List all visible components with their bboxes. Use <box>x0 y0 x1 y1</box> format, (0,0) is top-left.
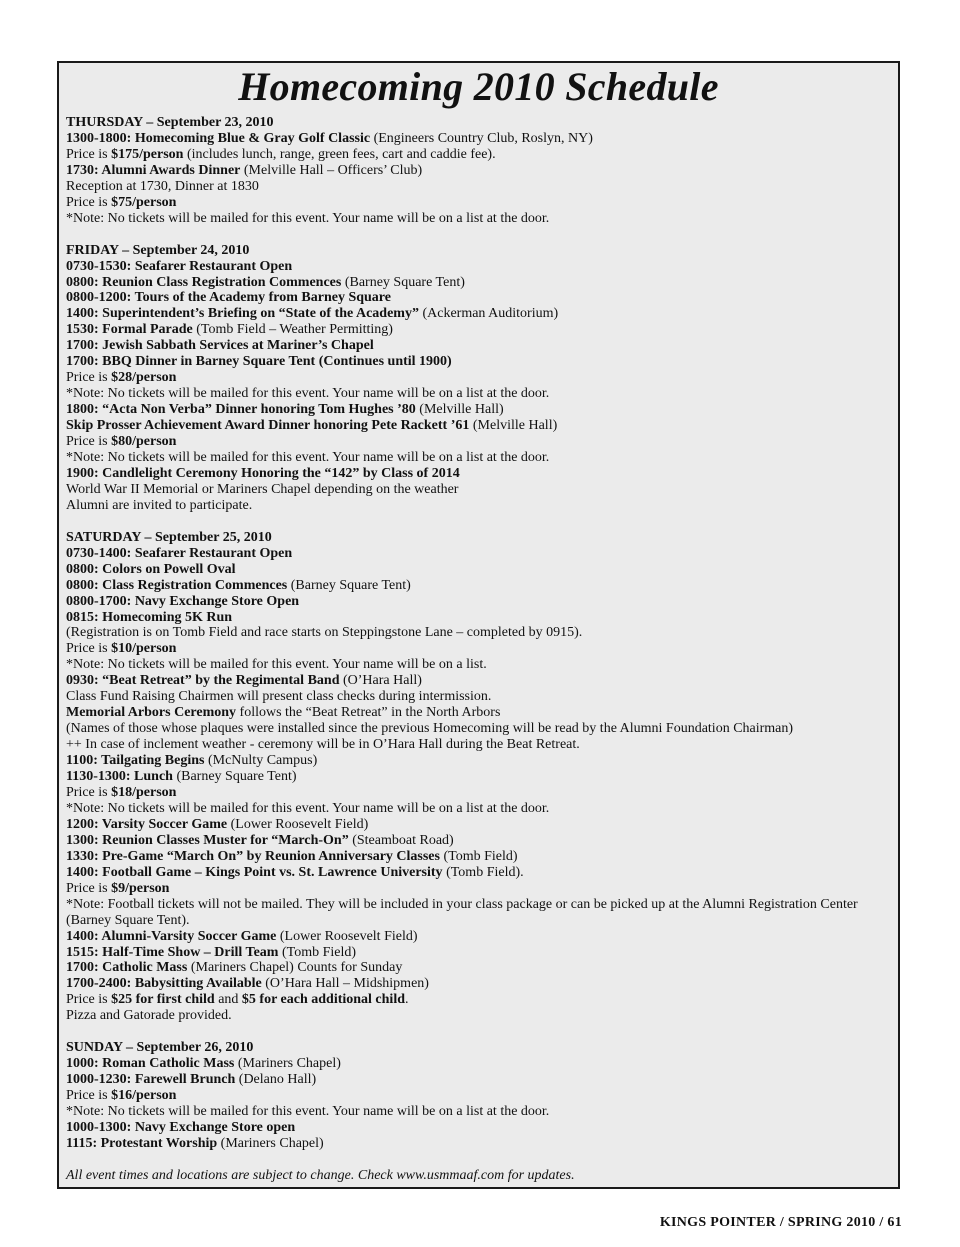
event-text: . <box>405 992 409 1008</box>
schedule-line <box>66 865 890 881</box>
event-text: (Registration is on Tomb Field and race starts on Steppingstone Lane – completed by 0915). <box>66 625 583 641</box>
event-text: (O’Hara Hall – Midshipmen) <box>261 976 429 992</box>
event-text: (Mariners Chapel) Counts for Sunday <box>187 960 403 976</box>
event-text: *Note: No tickets will be mailed for this event. Your name will be on a list at the door. <box>66 1104 550 1120</box>
event-text-bold: 1000-1300: Navy Exchange Store open <box>66 1120 296 1135</box>
event-text: (Barney Square Tent) <box>341 274 465 290</box>
schedule-line <box>66 562 890 578</box>
event-text: (Barney Square Tent) <box>287 577 411 593</box>
schedule-line <box>66 1008 890 1024</box>
event-text: Pizza and Gatorade provided. <box>66 1008 232 1024</box>
schedule-line <box>66 689 890 705</box>
event-text: (Melville Hall – Officers’ Club) <box>240 162 423 178</box>
schedule-line <box>66 673 890 689</box>
schedule-line <box>66 610 890 626</box>
schedule-line <box>66 546 890 562</box>
schedule-line <box>66 131 890 147</box>
event-text: (McNulty Campus) <box>204 753 318 769</box>
day-heading-line <box>66 115 890 131</box>
event-text-bold: $175/person <box>111 146 184 162</box>
event-text-bold: 1400: Football Game – Kings Point vs. St. Lawrence University <box>66 864 443 880</box>
event-text: (Tomb Field) <box>439 848 518 864</box>
event-text-bold: $5 for each additional child <box>241 992 405 1008</box>
schedule-line <box>66 817 890 833</box>
event-text: Alumni are invited to participate. <box>66 497 253 513</box>
event-text: (O’Hara Hall) <box>339 673 422 689</box>
event-text-bold: $16/person <box>111 1088 177 1104</box>
event-text-bold: 1130-1300: Lunch <box>66 769 173 785</box>
schedule-line <box>66 1056 890 1072</box>
day-section <box>66 530 890 1025</box>
schedule-line <box>66 163 890 179</box>
event-text-bold: 1400: Alumni-Varsity Soccer Game <box>66 928 277 944</box>
event-text-bold: 0800: Class Registration Commences <box>66 577 288 593</box>
event-text-bold: 1530: Formal Parade <box>66 322 193 338</box>
event-text-bold: 1330: Pre-Game “March On” by Reunion Anniversary Classes <box>66 848 440 864</box>
event-text-bold: 1115: Protestant Worship <box>66 1135 218 1151</box>
event-text-bold: 1300-1800: Homecoming Blue & Gray Golf Classic <box>66 130 371 146</box>
schedule-line <box>66 450 890 466</box>
event-text: (Tomb Field – Weather Permitting) <box>192 322 393 338</box>
page-footer: KINGS POINTER / SPRING 2010 / 61 <box>659 1215 902 1230</box>
schedule-line <box>66 386 890 402</box>
event-text-bold: Memorial Arbors Ceremony <box>66 705 237 721</box>
event-text-bold: $25 for first child <box>111 992 215 1008</box>
schedule-line <box>66 929 890 945</box>
event-text-bold: Skip Prosser Achievement Award Dinner honoring Pete Rackett ’61 <box>66 418 470 434</box>
schedule-line <box>66 306 890 322</box>
schedule-line <box>66 913 890 929</box>
event-text: *Note: No tickets will be mailed for this event. Your name will be on a list. <box>66 657 487 673</box>
event-text: Reception at 1730, Dinner at 1830 <box>66 178 259 194</box>
event-text-bold: 0800: Reunion Class Registration Commences <box>66 274 342 290</box>
event-text: *Note: No tickets will be mailed for this event. Your name will be on a list at the door. <box>66 450 550 465</box>
event-text: (Names of those whose plaques were installed since the previous Homecoming will be read by the Alumni Foundation Chairman) <box>66 721 794 737</box>
event-text-bold: $28/person <box>111 370 177 386</box>
schedule-line <box>66 594 890 610</box>
event-text-bold: $10/person <box>111 641 177 657</box>
schedule-line <box>66 370 890 386</box>
schedule-line <box>66 737 890 753</box>
day-heading: SATURDAY – September 25, 2010 <box>66 529 272 545</box>
event-text-bold: 1400: Superintendent’s Briefing on “State of the Academy” <box>66 306 419 322</box>
schedule-line <box>66 625 890 641</box>
schedule-line <box>66 466 890 482</box>
schedule-line <box>66 801 890 817</box>
schedule-line <box>66 641 890 657</box>
event-text-bold: 0730-1400: Seafarer Restaurant Open <box>66 545 293 561</box>
event-text: Price is <box>66 1088 112 1104</box>
event-text-bold: 1900: Candlelight Ceremony Honoring the “142” by Class of 2014 <box>66 465 460 481</box>
schedule-line <box>66 578 890 594</box>
event-text: follows the “Beat Retreat” in the North Arbors <box>236 705 501 721</box>
event-text-bold: 1300: Reunion Classes Muster for “March-On” <box>66 832 349 848</box>
event-text: Price is <box>66 370 112 386</box>
schedule-line <box>66 402 890 418</box>
event-text-bold: 0800-1200: Tours of the Academy from Barney Square <box>66 290 391 306</box>
schedule-line <box>66 275 890 291</box>
schedule-line <box>66 705 890 721</box>
event-text: (Barney Square Tent). <box>66 912 190 928</box>
schedule-line <box>66 976 890 992</box>
day-heading-line <box>66 243 890 259</box>
event-text: (Lower Roosevelt Field) <box>227 816 369 832</box>
event-text-bold: 1730: Alumni Awards Dinner <box>66 162 241 178</box>
schedule-line <box>66 1120 890 1136</box>
event-text: ++ In case of inclement weather - ceremony will be in O’Hara Hall during the Beat Retreat. <box>66 737 580 753</box>
schedule-line <box>66 1136 890 1152</box>
event-text: (Ackerman Auditorium) <box>418 306 559 322</box>
schedule-line <box>66 753 890 769</box>
event-text: Price is <box>66 880 112 896</box>
schedule-line <box>66 418 890 434</box>
schedule-line <box>66 881 890 897</box>
event-text: *Note: No tickets will be mailed for this event. Your name will be on a list at the door. <box>66 386 550 402</box>
event-text: (Barney Square Tent) <box>172 769 297 785</box>
event-text: Price is <box>66 992 112 1008</box>
event-text: (Melville Hall) <box>415 402 504 418</box>
schedule-line <box>66 1072 890 1088</box>
event-text-bold: 1700: BBQ Dinner in Barney Square Tent (Continues until 1900) <box>66 354 452 370</box>
schedule-line <box>66 1088 890 1104</box>
event-text: (Engineers Country Club, Roslyn, NY) <box>370 130 593 146</box>
schedule-line <box>66 322 890 338</box>
event-text: (Melville Hall) <box>469 418 558 434</box>
schedule-line <box>66 290 890 306</box>
event-text-bold: 1700: Catholic Mass <box>66 960 188 976</box>
event-text-bold: 1700-2400: Babysitting Available <box>66 976 262 992</box>
disclaimer-note: All event times and locations are subject to change. Check www.usmmaaf.com for updates. <box>66 1167 575 1183</box>
event-text: *Note: No tickets will be mailed for this event. Your name will be on a list at the door. <box>66 210 550 226</box>
schedule-line <box>66 785 890 801</box>
event-text-bold: 1515: Half-Time Show – Drill Team <box>66 944 279 960</box>
schedule-line <box>66 147 890 163</box>
schedule-line <box>66 945 890 961</box>
schedule-content <box>66 115 890 1184</box>
schedule-line <box>66 211 890 227</box>
event-text: *Note: No tickets will be mailed for this event. Your name will be on a list at the door. <box>66 800 550 816</box>
event-text: Price is <box>66 785 112 800</box>
event-text-bold: $18/person <box>111 785 177 800</box>
event-text-bold: 1800: “Acta Non Verba” Dinner honoring Tom Hughes ’80 <box>66 402 416 418</box>
event-text-bold: 0800-1700: Navy Exchange Store Open <box>66 593 300 609</box>
day-heading: SUNDAY – September 26, 2010 <box>66 1040 254 1056</box>
schedule-line <box>66 960 890 976</box>
schedule-line <box>66 195 890 211</box>
schedule-line <box>66 721 890 737</box>
event-text: Price is <box>66 194 112 210</box>
schedule-line <box>66 498 890 514</box>
event-text: World War II Memorial or Mariners Chapel depending on the weather <box>66 481 459 497</box>
event-text-bold: 0800: Colors on Powell Oval <box>66 561 236 577</box>
schedule-line <box>66 849 890 865</box>
event-text-bold: 1100: Tailgating Begins <box>66 753 205 769</box>
schedule-line <box>66 657 890 673</box>
event-text: and <box>214 992 242 1008</box>
schedule-line <box>66 179 890 195</box>
event-text: (Steamboat Road) <box>348 832 454 848</box>
page-title: Homecoming 2010 Schedule <box>238 64 719 109</box>
day-section <box>66 115 890 227</box>
event-text: Price is <box>66 641 112 657</box>
event-text-bold: $9/person <box>111 880 170 896</box>
schedule-line <box>66 354 890 370</box>
schedule-line <box>66 833 890 849</box>
event-text: (Tomb Field) <box>278 944 357 960</box>
event-text-bold: $80/person <box>111 434 177 450</box>
event-text: (Delano Hall) <box>235 1072 317 1088</box>
event-text-bold: 1200: Varsity Soccer Game <box>66 816 228 832</box>
schedule-line <box>66 259 890 275</box>
day-heading-line <box>66 530 890 546</box>
schedule-line <box>66 897 890 913</box>
event-text: (includes lunch, range, green fees, cart and caddie fee). <box>183 146 496 162</box>
event-text-bold: 1000-1230: Farewell Brunch <box>66 1072 236 1088</box>
day-heading: FRIDAY – September 24, 2010 <box>66 242 250 258</box>
schedule-line <box>66 434 890 450</box>
schedule-line <box>66 482 890 498</box>
schedule-line <box>66 769 890 785</box>
event-text-bold: 0730-1530: Seafarer Restaurant Open <box>66 258 293 274</box>
event-text-bold: 1700: Jewish Sabbath Services at Mariner’s Chapel <box>66 338 374 354</box>
schedule-panel <box>57 61 900 1189</box>
event-text: (Mariners Chapel) <box>217 1135 324 1151</box>
event-text-bold: 0815: Homecoming 5K Run <box>66 609 233 625</box>
event-text-bold: 1000: Roman Catholic Mass <box>66 1056 235 1072</box>
event-text: Price is <box>66 434 112 450</box>
event-text: *Note: Football tickets will not be mailed. They will be included in your class package or can be picked up at the Alumni Registration Center <box>66 896 858 912</box>
schedule-line <box>66 338 890 354</box>
event-text: (Tomb Field). <box>442 864 524 880</box>
event-text: Price is <box>66 146 112 162</box>
event-text: (Mariners Chapel) <box>234 1056 341 1072</box>
schedule-line <box>66 1104 890 1120</box>
event-text-bold: 0930: “Beat Retreat” by the Regimental Band <box>66 673 340 689</box>
event-text: (Lower Roosevelt Field) <box>276 928 418 944</box>
day-heading-line <box>66 1040 890 1056</box>
event-text-bold: $75/person <box>111 194 177 210</box>
schedule-line <box>66 992 890 1008</box>
day-heading: THURSDAY – September 23, 2010 <box>66 115 274 130</box>
event-text: Class Fund Raising Chairmen will present class checks during intermission. <box>66 689 492 705</box>
day-section <box>66 243 890 514</box>
day-section <box>66 1040 890 1152</box>
